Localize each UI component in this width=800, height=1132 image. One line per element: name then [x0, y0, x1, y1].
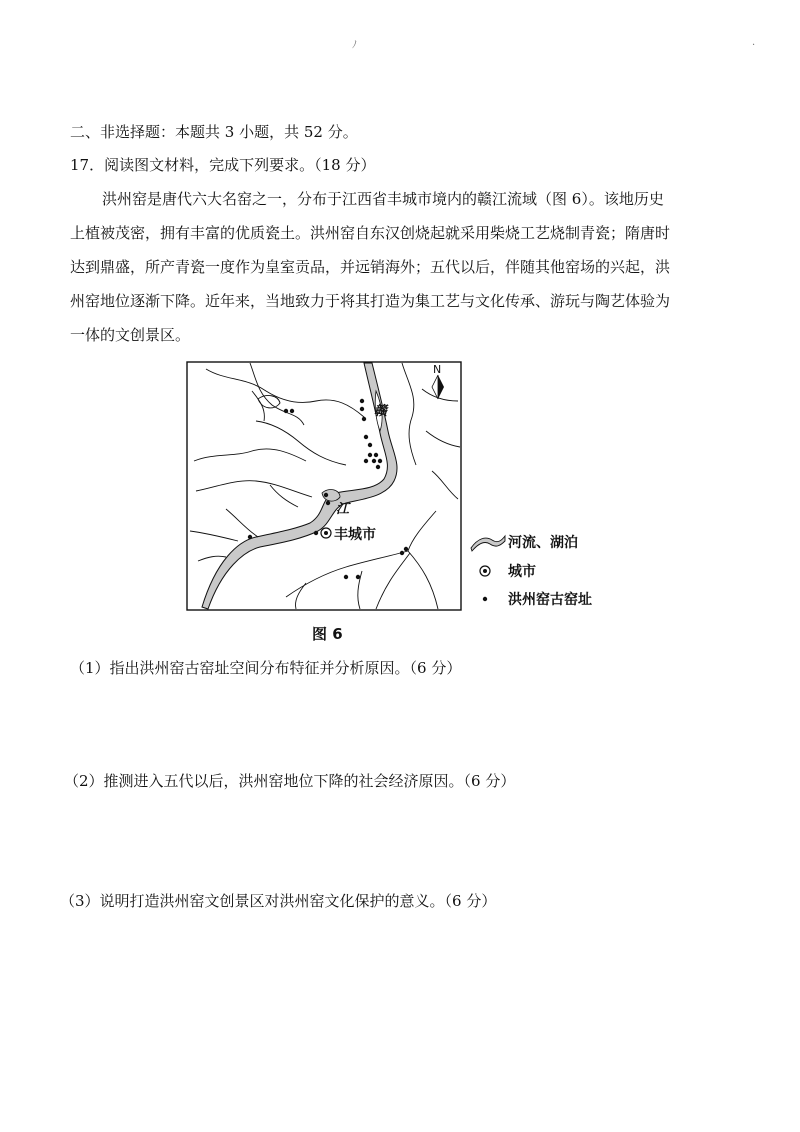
figure-caption: 图 6 — [312, 625, 343, 643]
scan-mark: ﾉ — [352, 40, 357, 51]
kiln-site — [372, 459, 376, 463]
kiln-site — [284, 409, 288, 413]
kiln-site — [378, 459, 382, 463]
kiln-site — [364, 435, 368, 439]
sub-question-1: （1）指出洪州窑古窑址空间分布特征并分析原因。（6 分） — [70, 659, 462, 677]
kiln-site — [364, 459, 368, 463]
city-label: 丰城市 — [334, 527, 376, 543]
city-legend-icon — [470, 561, 506, 581]
kiln-site — [368, 443, 372, 447]
map-frame — [187, 362, 461, 610]
kiln-site — [368, 453, 372, 457]
scan-corner-mark: · — [752, 40, 756, 51]
river-label-gan: 赣 — [374, 404, 388, 419]
kiln-site — [404, 547, 408, 551]
legend-city-label: 城市 — [508, 564, 536, 580]
paragraph-line: 上植被茂密，拥有丰富的优质瓷土。洪州窑自东汉创烧起就采用柴烧工艺烧制青瓷；隋唐时 — [70, 224, 671, 242]
kiln-site — [290, 409, 294, 413]
river-legend-icon — [470, 532, 506, 552]
kiln-site — [344, 575, 348, 579]
question-header: 17．阅读图文材料，完成下列要求。（18 分） — [70, 156, 376, 174]
kiln-site — [376, 465, 380, 469]
legend-river-label: 河流、湖泊 — [508, 535, 578, 551]
sub-question-2: （2）推测进入五代以后，洪州窑地位下降的社会经济原因。（6 分） — [64, 772, 516, 790]
paragraph-line: 达到鼎盛，所产青瓷一度作为皇室贡品，并远销海外；五代以后，伴随其他窑场的兴起，洪 — [70, 258, 671, 276]
river-label-jiang: 江 — [336, 502, 350, 517]
kiln-site — [326, 501, 330, 505]
kiln-site — [374, 453, 378, 457]
kiln-site — [360, 407, 364, 411]
section-title: 二、非选择题：本题共 3 小题，共 52 分。 — [70, 123, 358, 141]
kiln-site — [356, 575, 360, 579]
kiln-site — [362, 417, 366, 421]
city-marker-dot — [324, 531, 328, 535]
sub-question-3: （3）说明打造洪州窑文创景区对洪州窑文化保护的意义。（6 分） — [60, 892, 497, 910]
kiln-site — [324, 493, 328, 497]
north-label: N — [433, 363, 442, 376]
kiln-site — [248, 535, 252, 539]
figure-6-map — [186, 361, 462, 611]
kiln-site — [314, 531, 318, 535]
paragraph-line: 洪州窑是唐代六大名窑之一，分布于江西省丰城市境内的赣江流域（图 6）。该地历史 — [102, 190, 664, 208]
paragraph-line: 一体的文创景区。 — [70, 326, 191, 344]
legend-kiln-label: 洪州窑古窑址 — [508, 592, 592, 608]
kiln-legend-icon — [470, 589, 506, 609]
kiln-site — [400, 551, 404, 555]
kiln-site — [360, 399, 364, 403]
paragraph-line: 州窑地位逐渐下降。近年来，当地致力于将其打造为集工艺与文化传承、游玩与陶艺体验为 — [70, 292, 671, 310]
